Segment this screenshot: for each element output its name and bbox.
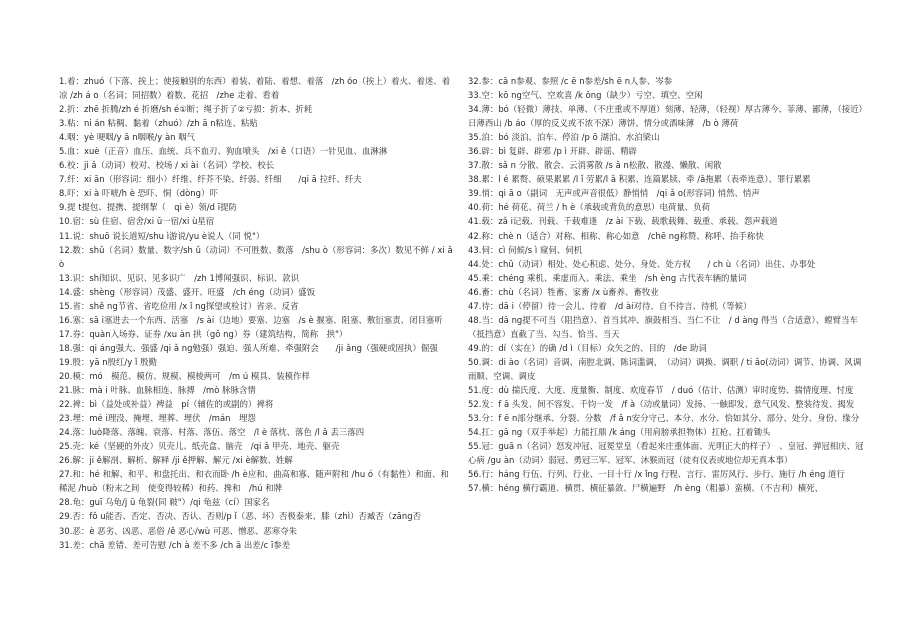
entry-item: 41.载：zǎ i记载、刊载、千载难逢 /z ài 下载、载歌载舞、载重、承载、怨声载道 [468,216,778,227]
entry-item: 12.数：shǔ（名词）数量、数字/sh ǔ（动词）不可胜数、数落 /shu ò（形容词：多次）数见不鲜 / xi ǎ ò [59,244,453,269]
entry-item: 50.调：di ào（名词）音调、南腔北调、陈词滥调， （动词）调换、调职 / ti ǎo(动词）调节、协调、风调雨顺、空调、调皮 [468,356,862,381]
entry-item: 15.省：shě ng节省、省吃俭用 /x ǐ ng探望或检讨）省亲、反省 [59,300,299,311]
entry-item: 42.称：chè n（适合）对称、相称、称心如意 /chē ng称赞、称呼、抬手称快 [468,230,764,241]
entry-item: 9.提 t提包、提携、提纲挈（ qi è）领/d ī提防 [59,202,237,213]
entry-item: 13.识：shí知识、见识、见多识广 /zh 1博闻强识、标识、款识 [59,272,300,283]
entry-item: 23.埋：mé i理没、掩埋、埋葬、埋伏 /mán 埋怨 [59,413,256,424]
entry-item: 32.参：cā n参观、参照 /c ē n参差/sh ē n人参、岑参 [468,76,673,86]
entry-item: 37.散：sǎ n 分散、散会、云消雾散 /s ǎ n松散、散漫、懒散、闲散 [468,160,722,171]
entry-item: 36.辟：bì 复辟、辟邪 /p ì 开辟、辟谣、精辟 [468,146,638,157]
entry-item: 33.空：kō ng空气、空欢喜 /k ǒng（缺少）亏空、填空、空闲 [468,90,703,101]
entry-item: 29.否：fǒ u能否、否定、否决、否认、否则/p ǐ（恶、坏）否极泰来、膝（zhì）否臧否（zāng否 [59,511,422,522]
entry-item: 27.和：hé 和解、和平、和盘托出、和衣而卧 /h è应和、曲高和寡、随声附和 /hu ó（有黏性）和面、和稀泥 /huò（粉末之间 使变得较稀）和药、搀和 /hú 和牌 [59,469,449,494]
entry-item: 51.度：dù 揣氏度、大度、度量衡、制度、欢度春节 / duó（估计、估测）审时度势、揣情度理、忖度 [468,385,854,396]
entry-item: 47.待：dā i（停留）待一会儿、待着 /d ài对待、自不待言、待机（等候） [468,300,752,311]
entry-item: 56.行：háng 行伍、行列、行业、一目十行 /x ǐng 行程、言行、雷厉风行、步行、施行 /h éng 道行 [468,469,845,480]
right-column [468,74,866,495]
entry-item: 2.折：zhē 折腾/zh é 折磨/sh é①断；绳子折了②亏损：折本、折耗 [59,104,313,115]
entry-item: 18.强：qi áng强大、强盛 /qi ǎ ng勉强）强迫、强人所难、牵强附会 /ji ǎng（强硬或固执）倔强 [59,342,438,353]
entry-item: 22.裨：bì（益处或补益）裨益 pí（辅佐的或副的）裨将 [59,399,274,410]
entry-item: 54.扛：gā ng（双手举起）力能扛鼎 /k áng（用肩膀承担物体）扛枪、扛着锄头 [468,427,771,438]
entry-item: 49.的：dí（实在）的确 /d ì（目标）众矢之的、目的 /de 助词 [468,342,707,353]
entry-item: 43.伺：cì 伺候/s ì 窥伺、伺机 [468,244,583,255]
entry-item: 52.发：f ā 头发、间不容发、千钧一发 /f à（动或量词）发扬、一触即发、意气风发、整装待发、揭发 [468,399,855,410]
entry-item: 44.处：chǔ（动词）相处、处心积虑、处分、身处、处方权 / ch ù（名词）出住、办事处 [468,258,816,269]
entry-item: 48.当：dā ng提不可当（阻挡意）、首当其冲、旗鼓相当、当仁不让 / d àng 得当（合适意）、螳臂当车（抵挡意）直截了当、勾当、恰当、当天 [468,314,858,339]
entry-item: 21.脉：mà i 叶脉、血脉相连、脉搏 /mò 脉脉含情 [59,385,256,396]
entry-item: 4.咽：yè 哽咽/y ā n咽喉/y àn 咽气 [59,132,196,143]
entry-item: 40.荷：hé 荷花、荷兰 / h è（承载或背负的意思）电荷量、负荷 [468,202,711,213]
entry-item: 6.校：ji ǎ（动词）校对、校场 / xi ài（名词）学校、校长 [59,160,275,171]
entry-item: 28.龟：guī 乌龟/j ū 龟裂(同 皲"）/qi 龟兹（cí）国家名 [59,497,270,508]
entry-item: 5.血：xuè（正音）血压、血统、兵不血刃、狗血喷头 /xi ě（口语）一针见血、血淋淋 [59,146,388,157]
entry-item: 1.着：zhuó（下落、挨上；使接触别的东西）着装、着陆、着想、着落 /zh óo（挨上）着火、着迷、着凉 /zh á o（名词；同招数）着数、花招 /zhe 走着、看着 [59,76,451,101]
entry-item: 24.落：luò降落、落魄、衰落、村落、落伍、落空 /l è 落枕、落色 /l ǎ 丢三落四 [59,427,365,438]
entry-item: 8.吓：xi à 吓唬/h è 恐吓、恫（dòng）吓 [59,188,218,199]
entry-item: 16.塞：sā i塞进去一个东西、活塞 /s ài（边地）要塞、边塞 /s è 揠塞、阻塞、敷衍塞责、闭目塞听 [59,314,443,325]
entry-item: 11.说：shuō 说长道短/shu ì游说/yu è说人（同 悦"） [59,230,265,241]
entry-item: 55.冠：guā n（名词）怒发冲冠、冠冕堂皇（看起来庄重体面、光明正大的样子） 、皇冠、弹冠相庆、冠心病 /gu àn（动词）弱冠、勇冠三军、冠军、沐猴而冠（徒有仪表或地位却无真本事） [468,441,864,466]
entry-item: 10.宿：sù 住宿、宿舍/xi ǔ一宿/xi ù星宿 [59,216,215,227]
entry-item: 30.恶：è 恶劣、凶恶、恶俗 /ě 恶心/wù 可恶、憎恶、恶寒夺朱 [59,525,298,536]
entry-item: 38.累：l é 累赘、硕果累累 /l ǐ 劳累/l ǎ 积累、连篇累牍、牵 /ǎ拖累（表牵连意）、罪行累累 [468,174,811,185]
entry-item: 31.差：chā 差错、差可告慰 /ch à 差不多 /ch ā 出差/c ī参差 [59,539,291,550]
entry-item: 17.券：quàn入场券、证券 /xu àn 拱（gǒ ng）券（建筑结构，简称 拱"） [59,328,348,339]
entry-item: 34.薄：bó（轻微）薄技、单薄、（不庄重或不厚道）刻薄、轻薄，（轻视）厚古薄今、菲薄、鄙薄，（接近）日薄西山 /b áo（厚的反义或不浓不深）薄饼、情分或酒味薄 /b ò 薄荷 [468,104,863,129]
entry-item: 20.模：mó 模范、模仿、规模、模棱两可 /m ú 模具、装模作样 [59,370,310,381]
entry-item: 46.畜：chù（名词）牲畜、家畜 /x ù畜养、畜牧业 [468,286,659,297]
entry-item: 35.泊：bó 淡泊、泊车、停泊 /p ō 湖泊、水泊梁山 [468,132,660,143]
entry-item: 3.粘：ni án 粘稠、黏着（zhuó）/zh ā n粘连、粘贴 [59,118,258,129]
entry-item: 53.分：f ē n部分继承、分裂、分数 /f ǎ n安分守己、本分、水分、恰如其分、部分、处分、身份、缘分 [468,413,860,424]
entry-item: 19.殷：yā n殷红/y ǐ 殷勤 [59,356,157,367]
entry-item: 57.横：héng 横行霸道、横贯、横征暴敛、尸横遍野 /h èng（粗暴）蛮横、（不吉利）横死、 [468,483,824,494]
entry-item: 45.乘：chéng 乘机、乘虚而入、乘法、乘坐 /sh èng 古代表车辆的量词 [468,272,747,283]
entry-item: 39.悄：qi ā o（副词 无声或声音很低）静悄悄 /qi ǎ o(形容词) 悄然、悄声 [468,188,760,199]
entry-item: 7.纤：xi ān（形容词：细小）纤维、纤芥不染、纤弱、纤细 /qi ā 拉纤、纤夫 [59,174,362,185]
left-column [59,74,457,552]
entry-item: 14.盛：shèng（形容词）茂盛、盛开、旺盛 /ch éng（动词）盛饭 [59,286,316,297]
entry-item: 26.解：ji ě解剖、解析、解释 /ji ě押解、解元 /xi è解数、姓解 [59,455,293,466]
entry-item: 25.壳：ké（坚硬的外皮）贝壳儿、纸壳盒、脑壳 /qi ǎ 甲壳、地壳、躯壳 [59,441,340,452]
